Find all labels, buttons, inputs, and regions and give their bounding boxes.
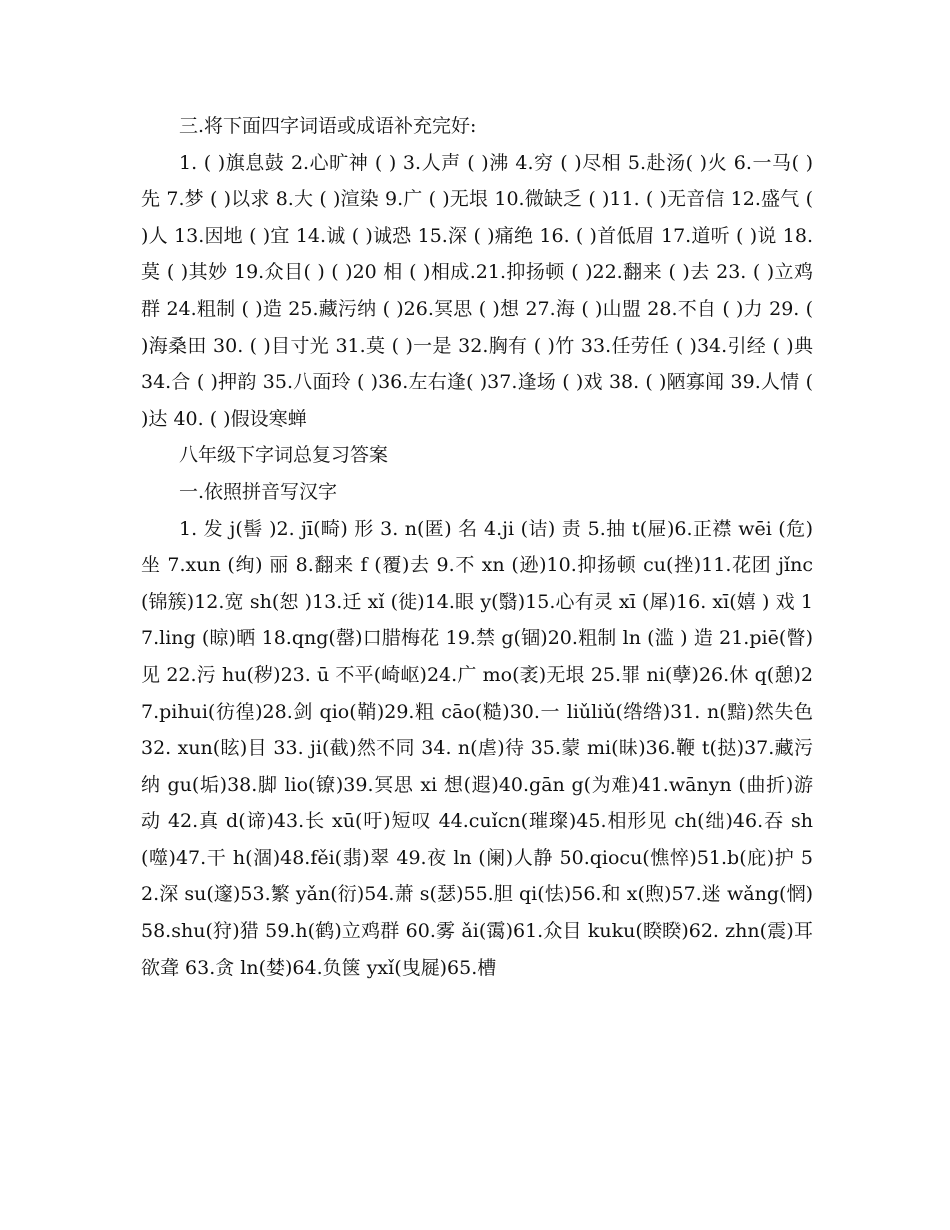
document-page: [141, 108, 813, 986]
section3-body: 1. ( )旗息鼓 2.心旷神 ( ) 3.人声 ( )沸 4.穷 ( )尽相 5.赴汤( )火 6.一马( ) 先 7.梦 ( )以求 8.大 ( )渲染 9.广 ( )无垠 10.微缺乏 ( )11. ( )无音信 12.盛气 ( )人 13.因地 ( )宜 14.诚 ( )诚恐 15.深 ( )痛绝 16. ( )首低眉 17.道听 ( )说 18.莫 ( )其妙 19.众目( ) ( )20 相 ( )相成.21.抑扬顿 ( )22.翻来 ( )去 23. ( )立鸡群 24.粗制 ( )造 25.藏污纳 ( )26.冥思 ( )想 27.海 ( )山盟 28.不自 ( )力 29. ( )海桑田 30. ( )目寸光 31.莫 ( )一是 32.胸有 ( )竹 33.任劳任 ( )34.引经 ( )典 34.合 ( )押韵 35.八面玲 ( )36.左右逢( )37.逢场 ( )戏 38. ( )陋寡闻 39.人情 ( )达 40. ( )假设寒蝉: [141, 151, 813, 430]
answers-part1-heading: 一.依照拼音写汉字: [179, 480, 338, 503]
answers-part1-body: 1. 发 j(髻 )2. jī(畸) 形 3. n(匿) 名 4.ji (诘) 责 5.抽 t(屉)6.正襟 wēi (危) 坐 7.xun (绚) 丽 8.翻来 f (覆)去 9.不 xn (逊)10.抑扬顿 cu(挫)11.花团 jǐnc (锦簇)12.宽 sh(恕 )13.迁 xǐ (徙)14.眼 y(翳)15.心有灵 xī (犀)16. xī(嬉 ) 戏 17.ling (晾)晒 18.qng(罄)口腊梅花 19.禁 g(锢)20.粗制 ln (滥 ) 造 21.piē(瞥) 见 22.污 hu(秽)23. ū 不平(崎岖)24.广 mo(袤)无垠 25.罪 ni(孽)26.休 q(憩)27.pihui(彷徨)28.剑 qio(鞘)29.粗 cāo(糙)30.一 liǔliǔ(绺绺)31. n(黯)然失色 32. xun(眩)目 33. ji(截)然不同 34. n(虐)待 35.蒙 mi(昧)36.鞭 t(挞)37.藏污纳 gu(垢)38.脚 lio(镣)39.冥思 xi 想(遐)40.gān g(为难)41.wānyn (曲折)游动 42.真 d(谛)43.长 xū(吁)短叹 44.cuǐcn(璀璨)45.相形见 ch(绌)46.吞 sh(噬)47.干 h(涸)48.fěi(翡)翠 49.夜 ln (阑)人静 50.qiocu(憔悴)51.b(庇)护 52.深 su(邃)53.繁 yǎn(衍)54.萧 s(瑟)55.胆 qi(怯)56.和 x(煦)57.迷 wǎng(惘)58.shu(狩)猎 59.h(鹤)立鸡群 60.雾 ǎi(霭)61.众目 kuku(睽睽)62. zhn(震)耳欲聋 63.贪 ln(婪)64.负箧 yxǐ(曳屣)65.槽: [141, 517, 813, 979]
section3-heading: 三.将下面四字词语或成语补充完好:: [179, 115, 477, 137]
answers-title: 八年级下字词总复习答案: [179, 444, 389, 467]
